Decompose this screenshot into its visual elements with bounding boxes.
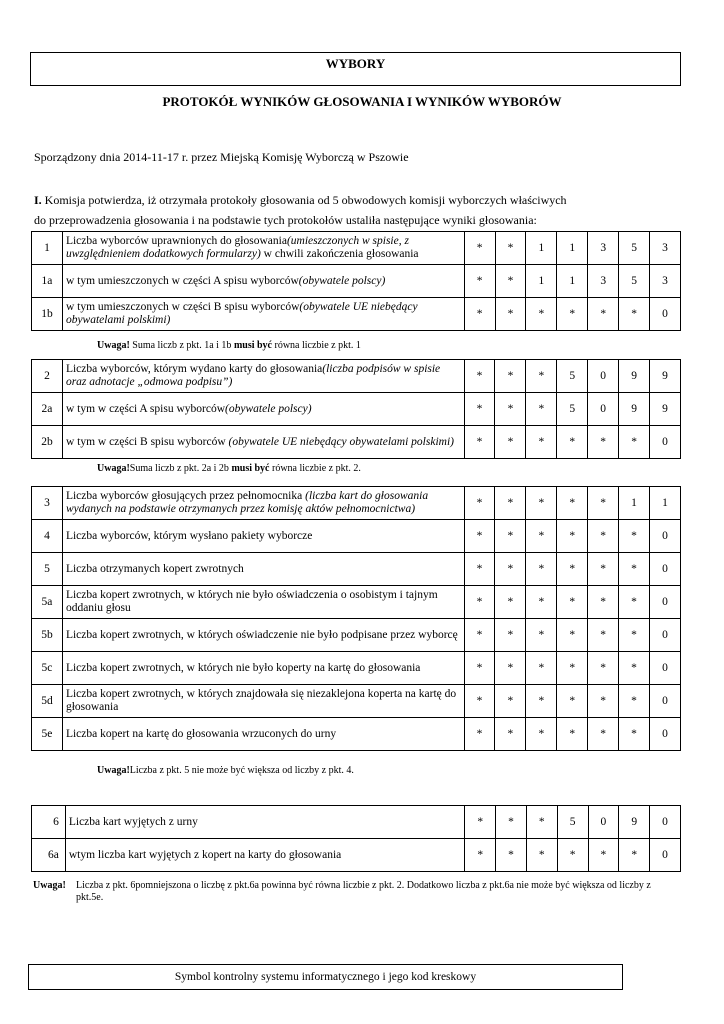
digit-cell: * <box>526 298 557 331</box>
note-1: Uwaga! Suma liczb z pkt. 1a i 1b musi być równa liczbie z pkt. 1 <box>97 340 361 351</box>
digit-cell: * <box>526 652 557 685</box>
digit-cell: * <box>495 718 526 751</box>
table-row <box>32 718 681 751</box>
table-row <box>32 839 681 872</box>
digit-cell: * <box>557 619 588 652</box>
digit-cell: * <box>495 520 526 553</box>
table-row <box>32 360 681 393</box>
digit-cell: * <box>619 685 650 718</box>
digit-cell: * <box>464 232 495 265</box>
table-row <box>32 586 681 619</box>
header-title: WYBORY <box>30 52 681 86</box>
table-row <box>32 520 681 553</box>
section-i-line2: do przeprowadzenia głosowania i na podstawie tych protokołów ustaliła następujące wyniki głosowania: <box>34 213 537 227</box>
digit-cell: * <box>557 586 588 619</box>
description-text: w tym umieszczonych w części B spisu wyborców <box>65 301 300 313</box>
description-text: Liczba kopert zwrotnych, w których oświadczenie nie było podpisane przez wyborcę <box>65 628 458 641</box>
description-italic: (obywatele UE niebędący obywatelami polskimi) <box>228 435 454 448</box>
row-description <box>62 298 464 331</box>
digit-cell: 0 <box>588 360 619 393</box>
row-description <box>62 718 464 751</box>
digit-cell: 3 <box>650 265 681 298</box>
digit-cell: 1 <box>526 232 557 265</box>
digit-cell: 9 <box>619 360 650 393</box>
digit-cell: 1 <box>557 265 588 298</box>
digit-cell: * <box>588 298 619 331</box>
digit-cell: * <box>526 586 557 619</box>
row-description <box>62 685 464 718</box>
digit-cell: 0 <box>650 839 681 872</box>
digit-cell: * <box>557 718 588 751</box>
digit-cell: 9 <box>619 393 650 426</box>
digit-cell: * <box>495 360 526 393</box>
row-number: 4 <box>32 520 63 553</box>
description-text: Liczba wyborców, którym wydano karty do głosowania <box>65 363 323 375</box>
row-description <box>62 232 464 265</box>
results-table-3 <box>31 486 681 751</box>
description-italic: (obywatele polscy) <box>298 274 386 287</box>
row-description <box>62 265 464 298</box>
digit-cell: 5 <box>557 393 588 426</box>
digit-cell: 0 <box>649 652 680 685</box>
row-number: 5a <box>32 586 63 619</box>
digit-cell: * <box>557 298 588 331</box>
digit-cell: * <box>495 685 526 718</box>
digit-cell: * <box>619 652 650 685</box>
table-row <box>32 426 681 459</box>
control-symbol-box: Symbol kontrolny systemu informatycznego i jego kod kreskowy <box>28 964 623 990</box>
row-number: 5c <box>32 652 63 685</box>
description-text: wtym liczba kart wyjętych z kopert na karty do głosowania <box>68 848 342 861</box>
digit-cell: 3 <box>588 265 619 298</box>
digit-cell: * <box>495 426 526 459</box>
digit-cell: * <box>464 393 495 426</box>
table-row <box>32 393 681 426</box>
row-description <box>62 586 464 619</box>
digit-cell: 1 <box>649 487 680 520</box>
digit-cell: 0 <box>649 586 680 619</box>
digit-cell: * <box>619 520 650 553</box>
digit-cell: * <box>495 652 526 685</box>
digit-cell: 3 <box>588 232 619 265</box>
digit-cell: * <box>526 806 557 839</box>
digit-cell: 5 <box>557 806 588 839</box>
digit-cell: * <box>619 298 650 331</box>
digit-cell: * <box>588 652 619 685</box>
digit-cell: * <box>619 619 650 652</box>
description-text: w tym umieszczonych w części A spisu wyborców <box>65 274 299 287</box>
digit-cell: * <box>526 426 557 459</box>
description-text: Liczba wyborców uprawnionych do głosowania <box>65 235 287 247</box>
digit-cell: * <box>464 718 495 751</box>
table-row <box>32 685 681 718</box>
digit-cell: 0 <box>588 393 619 426</box>
description-text: w tym w części B spisu wyborców <box>65 435 229 448</box>
digit-cell: * <box>526 553 557 586</box>
note-4-text: Liczba z pkt. 6pomniejszona o liczbę z pkt.6a powinna być równa liczbie z pkt. 2. Dodatkowo liczba z pkt.6a nie może być większa od liczby z pkt.5e. <box>76 880 651 903</box>
digit-cell: 9 <box>650 393 681 426</box>
digit-cell: * <box>588 426 619 459</box>
digit-cell: * <box>526 393 557 426</box>
digit-cell: 0 <box>650 806 681 839</box>
digit-cell: * <box>496 839 527 872</box>
note-3: Uwaga!Liczba z pkt. 5 nie może być większa od liczby z pkt. 4. <box>97 765 354 776</box>
digit-cell: 1 <box>526 265 557 298</box>
digit-cell: * <box>557 426 588 459</box>
row-description <box>62 619 464 652</box>
table-row <box>32 806 681 839</box>
description-italic: (obywatele UE niebędący obywatelami polskimi) <box>65 301 418 326</box>
results-table-1 <box>31 231 681 331</box>
row-description <box>62 487 464 520</box>
digit-cell: * <box>588 619 619 652</box>
digit-cell: 0 <box>650 298 681 331</box>
digit-cell: * <box>588 553 619 586</box>
protocol-title: PROTOKÓŁ WYNIKÓW GŁOSOWANIA I WYNIKÓW WYBORÓW <box>162 94 562 109</box>
digit-cell: 0 <box>649 718 680 751</box>
digit-cell: * <box>619 426 650 459</box>
digit-cell: 0 <box>649 520 680 553</box>
row-number: 5 <box>32 553 63 586</box>
description-text: Liczba kopert zwrotnych, w których znajdowała się niezaklejona koperta na kartę do głosowania <box>65 688 457 713</box>
digit-cell: * <box>464 487 495 520</box>
digit-cell: * <box>619 718 650 751</box>
description-italic: (obywatele polscy) <box>225 402 312 415</box>
digit-cell: * <box>464 685 495 718</box>
digit-cell: 5 <box>619 265 650 298</box>
row-number: 1b <box>32 298 63 331</box>
table-row <box>32 265 681 298</box>
digit-cell: * <box>526 718 557 751</box>
digit-cell: 3 <box>650 232 681 265</box>
digit-cell: * <box>464 553 495 586</box>
table-row <box>32 553 681 586</box>
description-text: w tym w części A spisu wyborców <box>65 402 226 415</box>
digit-cell: * <box>496 806 527 839</box>
digit-cell: 9 <box>650 360 681 393</box>
description-italic: (umieszczonych w spisie, z uwzględnieniem dodatkowych formularzy) <box>65 235 409 260</box>
digit-cell: * <box>588 839 619 872</box>
row-description <box>62 520 464 553</box>
digit-cell: * <box>557 685 588 718</box>
row-description <box>62 652 464 685</box>
digit-cell: * <box>588 586 619 619</box>
digit-cell: * <box>619 839 650 872</box>
row-number: 3 <box>32 487 63 520</box>
digit-cell: 1 <box>557 232 588 265</box>
row-number: 5e <box>32 718 63 751</box>
description-italic: (liczba podpisów w spisie oraz adnotacje „odmowa podpisu”) <box>65 363 441 388</box>
digit-cell: 1 <box>619 487 650 520</box>
description-text: Liczba kopert zwrotnych, w których nie było koperty na kartę do głosowania <box>65 661 421 674</box>
table-row <box>32 652 681 685</box>
description-tail: w chwili zakończenia głosowania <box>260 248 419 260</box>
note-2: Uwaga!Suma liczb z pkt. 2a i 2b musi być równa liczbie z pkt. 2. <box>97 463 361 474</box>
table-row <box>32 487 681 520</box>
digit-cell: * <box>464 426 495 459</box>
row-description <box>62 360 464 393</box>
digit-cell: * <box>464 265 495 298</box>
digit-cell: * <box>588 718 619 751</box>
digit-cell: 9 <box>619 806 650 839</box>
section-i-line1 <box>34 192 567 208</box>
digit-cell: * <box>465 839 496 872</box>
digit-cell: 0 <box>588 806 619 839</box>
digit-cell: * <box>526 487 557 520</box>
prepared-line: Sporządzony dnia 2014-11-17 r. przez Miejską Komisję Wyborczą w Pszowie <box>34 150 409 164</box>
digit-cell: 5 <box>557 360 588 393</box>
digit-cell: * <box>464 619 495 652</box>
description-text: Liczba kopert zwrotnych, w których nie było oświadczenia o osobistym i tajnym oddaniu głosu <box>65 589 438 614</box>
results-table-2 <box>31 359 681 459</box>
table-row <box>32 298 681 331</box>
row-number: 5b <box>32 619 63 652</box>
digit-cell: 0 <box>649 553 680 586</box>
row-number: 2 <box>32 360 63 393</box>
description-text: Liczba otrzymanych kopert zwrotnych <box>65 562 244 575</box>
note-4-label: Uwaga! <box>33 880 66 891</box>
digit-cell: * <box>464 652 495 685</box>
digit-cell: * <box>464 520 495 553</box>
digit-cell: * <box>588 487 619 520</box>
digit-cell: * <box>557 553 588 586</box>
description-text: Liczba kopert na kartę do głosowania wrzuconych do urny <box>65 727 337 740</box>
digit-cell: * <box>588 520 619 553</box>
digit-cell: * <box>557 487 588 520</box>
digit-cell: * <box>495 265 526 298</box>
digit-cell: * <box>495 232 526 265</box>
row-number: 1a <box>32 265 63 298</box>
digit-cell: * <box>557 652 588 685</box>
results-table-4 <box>31 805 681 872</box>
digit-cell: * <box>464 586 495 619</box>
digit-cell: * <box>619 586 650 619</box>
description-text: Liczba wyborców, którym wysłano pakiety wyborcze <box>65 529 313 542</box>
row-number: 2a <box>32 393 63 426</box>
digit-cell: * <box>464 298 495 331</box>
digit-cell: * <box>465 806 496 839</box>
digit-cell: * <box>526 685 557 718</box>
row-number: 2b <box>32 426 63 459</box>
row-description <box>62 553 464 586</box>
digit-cell: * <box>495 298 526 331</box>
row-number: 6 <box>32 806 66 839</box>
digit-cell: * <box>557 839 588 872</box>
table-row <box>32 619 681 652</box>
digit-cell: * <box>526 360 557 393</box>
table-row <box>32 232 681 265</box>
digit-cell: 5 <box>619 232 650 265</box>
digit-cell: * <box>495 393 526 426</box>
row-description <box>62 426 464 459</box>
row-description <box>65 839 464 872</box>
digit-cell: * <box>526 619 557 652</box>
row-description <box>65 806 464 839</box>
section-i-text1: Komisja potwierdza, iż otrzymała protokoły głosowania od 5 obwodowych komisji wyborczych właściwych <box>41 193 567 207</box>
digit-cell: * <box>588 685 619 718</box>
digit-cell: * <box>464 360 495 393</box>
digit-cell: * <box>495 586 526 619</box>
digit-cell: * <box>526 839 557 872</box>
description-text: Liczba kart wyjętych z urny <box>68 815 198 828</box>
row-number: 6a <box>32 839 66 872</box>
digit-cell: * <box>495 619 526 652</box>
digit-cell: * <box>526 520 557 553</box>
digit-cell: * <box>619 553 650 586</box>
row-number: 1 <box>32 232 63 265</box>
digit-cell: 0 <box>649 619 680 652</box>
description-text: Liczba wyborców głosujących przez pełnomocnika <box>65 490 306 502</box>
section-roman: I. <box>34 193 42 207</box>
digit-cell: * <box>495 553 526 586</box>
row-number: 5d <box>32 685 63 718</box>
digit-cell: 0 <box>650 426 681 459</box>
digit-cell: 0 <box>649 685 680 718</box>
digit-cell: * <box>495 487 526 520</box>
row-description <box>62 393 464 426</box>
digit-cell: * <box>557 520 588 553</box>
description-italic: (liczba kart do głosowania wydanych na podstawie otrzymanych przez komisję aktów pełnomocnictwa) <box>65 490 429 515</box>
